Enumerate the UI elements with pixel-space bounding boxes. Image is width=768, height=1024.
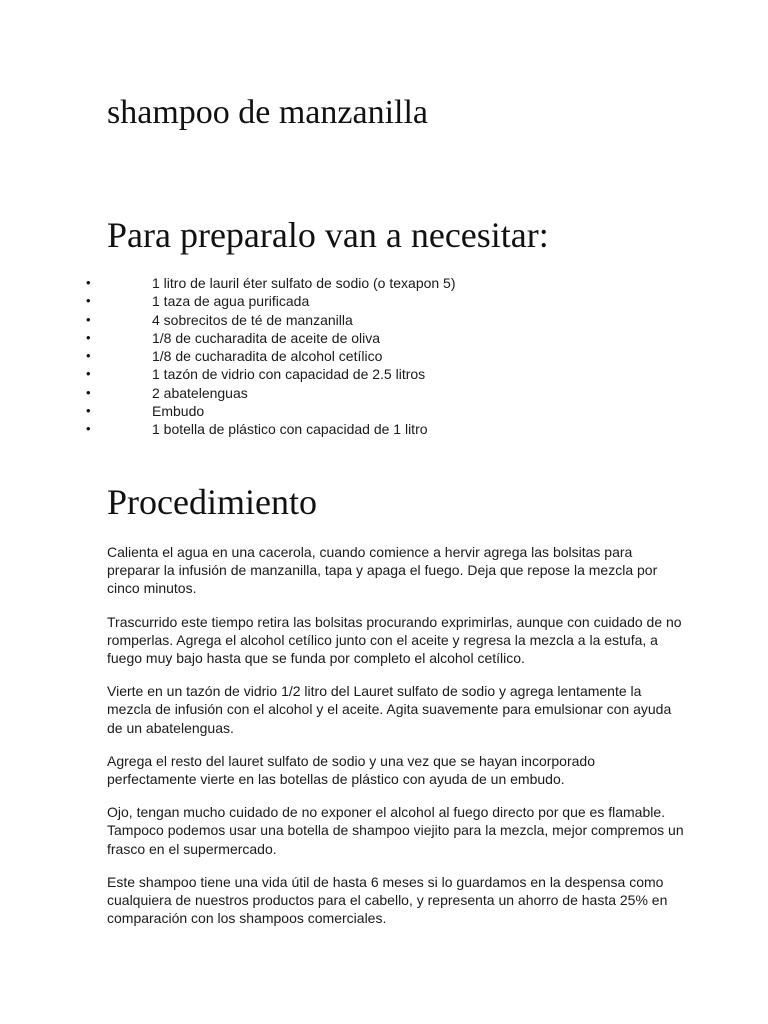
ingredient-text: 1 botella de plástico con capacidad de 1 litro: [152, 421, 428, 438]
ingredient-text: 1 litro de lauril éter sulfato de sodio (o texapon 5): [152, 275, 456, 291]
ingredient-text: 1 taza de agua purificada: [152, 293, 310, 310]
procedure-body: [107, 543, 687, 942]
procedure-paragraph: Calienta el agua en una cacerola, cuando comience a hervir agrega las bolsitas para preparar la infusión de manzanilla, tapa y apaga el fuego. Deja que repose la mezcla por cinco minutos.: [107, 544, 658, 597]
procedure-paragraph: Este shampoo tiene una vida útil de hasta 6 meses si lo guardamos en la despensa como cualquiera de nuestros productos para el cabello, y representa un ahorro de hasta 25% en comparación con los shampoos comerciales.: [107, 873, 668, 927]
ingredient-text: 2 abatelenguas: [152, 384, 248, 401]
bullet-icon: •: [86, 293, 91, 309]
ingredient-text: Embudo: [152, 403, 205, 420]
bullet-icon: •: [86, 366, 91, 382]
document-title: shampoo de manzanilla: [107, 94, 429, 131]
ingredient-text: 4 sobrecitos de té de manzanilla: [152, 311, 353, 328]
bullet-icon: •: [86, 348, 91, 364]
procedure-heading: Procedimiento: [107, 482, 317, 522]
procedure-paragraph: Agrega el resto del lauret sulfato de sodio y una vez que se hayan incorporado perfectamente vierte en las botellas de plástico con ayuda de un embudo.: [107, 752, 595, 788]
ingredient-text: 1/8 de cucharadita de aceite de oliva: [152, 329, 381, 346]
bullet-icon: •: [86, 329, 91, 345]
bullet-icon: •: [86, 403, 91, 419]
procedure-paragraph: Trascurrido este tiempo retira las bolsitas procurando exprimirlas, aunque con cuidado de no romperlas. Agrega el alcohol cetílico junto con el aceite y regresa la mezcla a la estufa, a fuego muy bajo hasta que se funda por completo el alcohol cetílico.: [107, 613, 682, 667]
procedure-paragraph: Ojo, tengan mucho cuidado de no exponer el alcohol al fuego directo por que es flamable. Tampoco podemos usar una botella de shampoo viejito para la mezcla, mejor compremos un frasco en el supermercado.: [107, 804, 684, 857]
ingredients-heading: Para preparalo van a necesitar:: [107, 215, 549, 255]
ingredient-text: 1/8 de cucharadita de alcohol cetílico: [152, 348, 383, 365]
bullet-icon: •: [86, 311, 91, 327]
procedure-paragraph: Vierte en un tazón de vidrio 1/2 litro del Lauret sulfato de sodio y agrega lentamente la mezcla de infusión con el alcohol y el aceite. Agita suavemente para emulsionar con ayuda de un abatelenguas.: [107, 683, 672, 736]
ingredient-text: 1 tazón de vidrio con capacidad de 2.5 litros: [152, 366, 426, 383]
bullet-icon: •: [86, 421, 91, 437]
bullet-icon: •: [86, 275, 91, 290]
bullet-icon: •: [86, 384, 91, 400]
